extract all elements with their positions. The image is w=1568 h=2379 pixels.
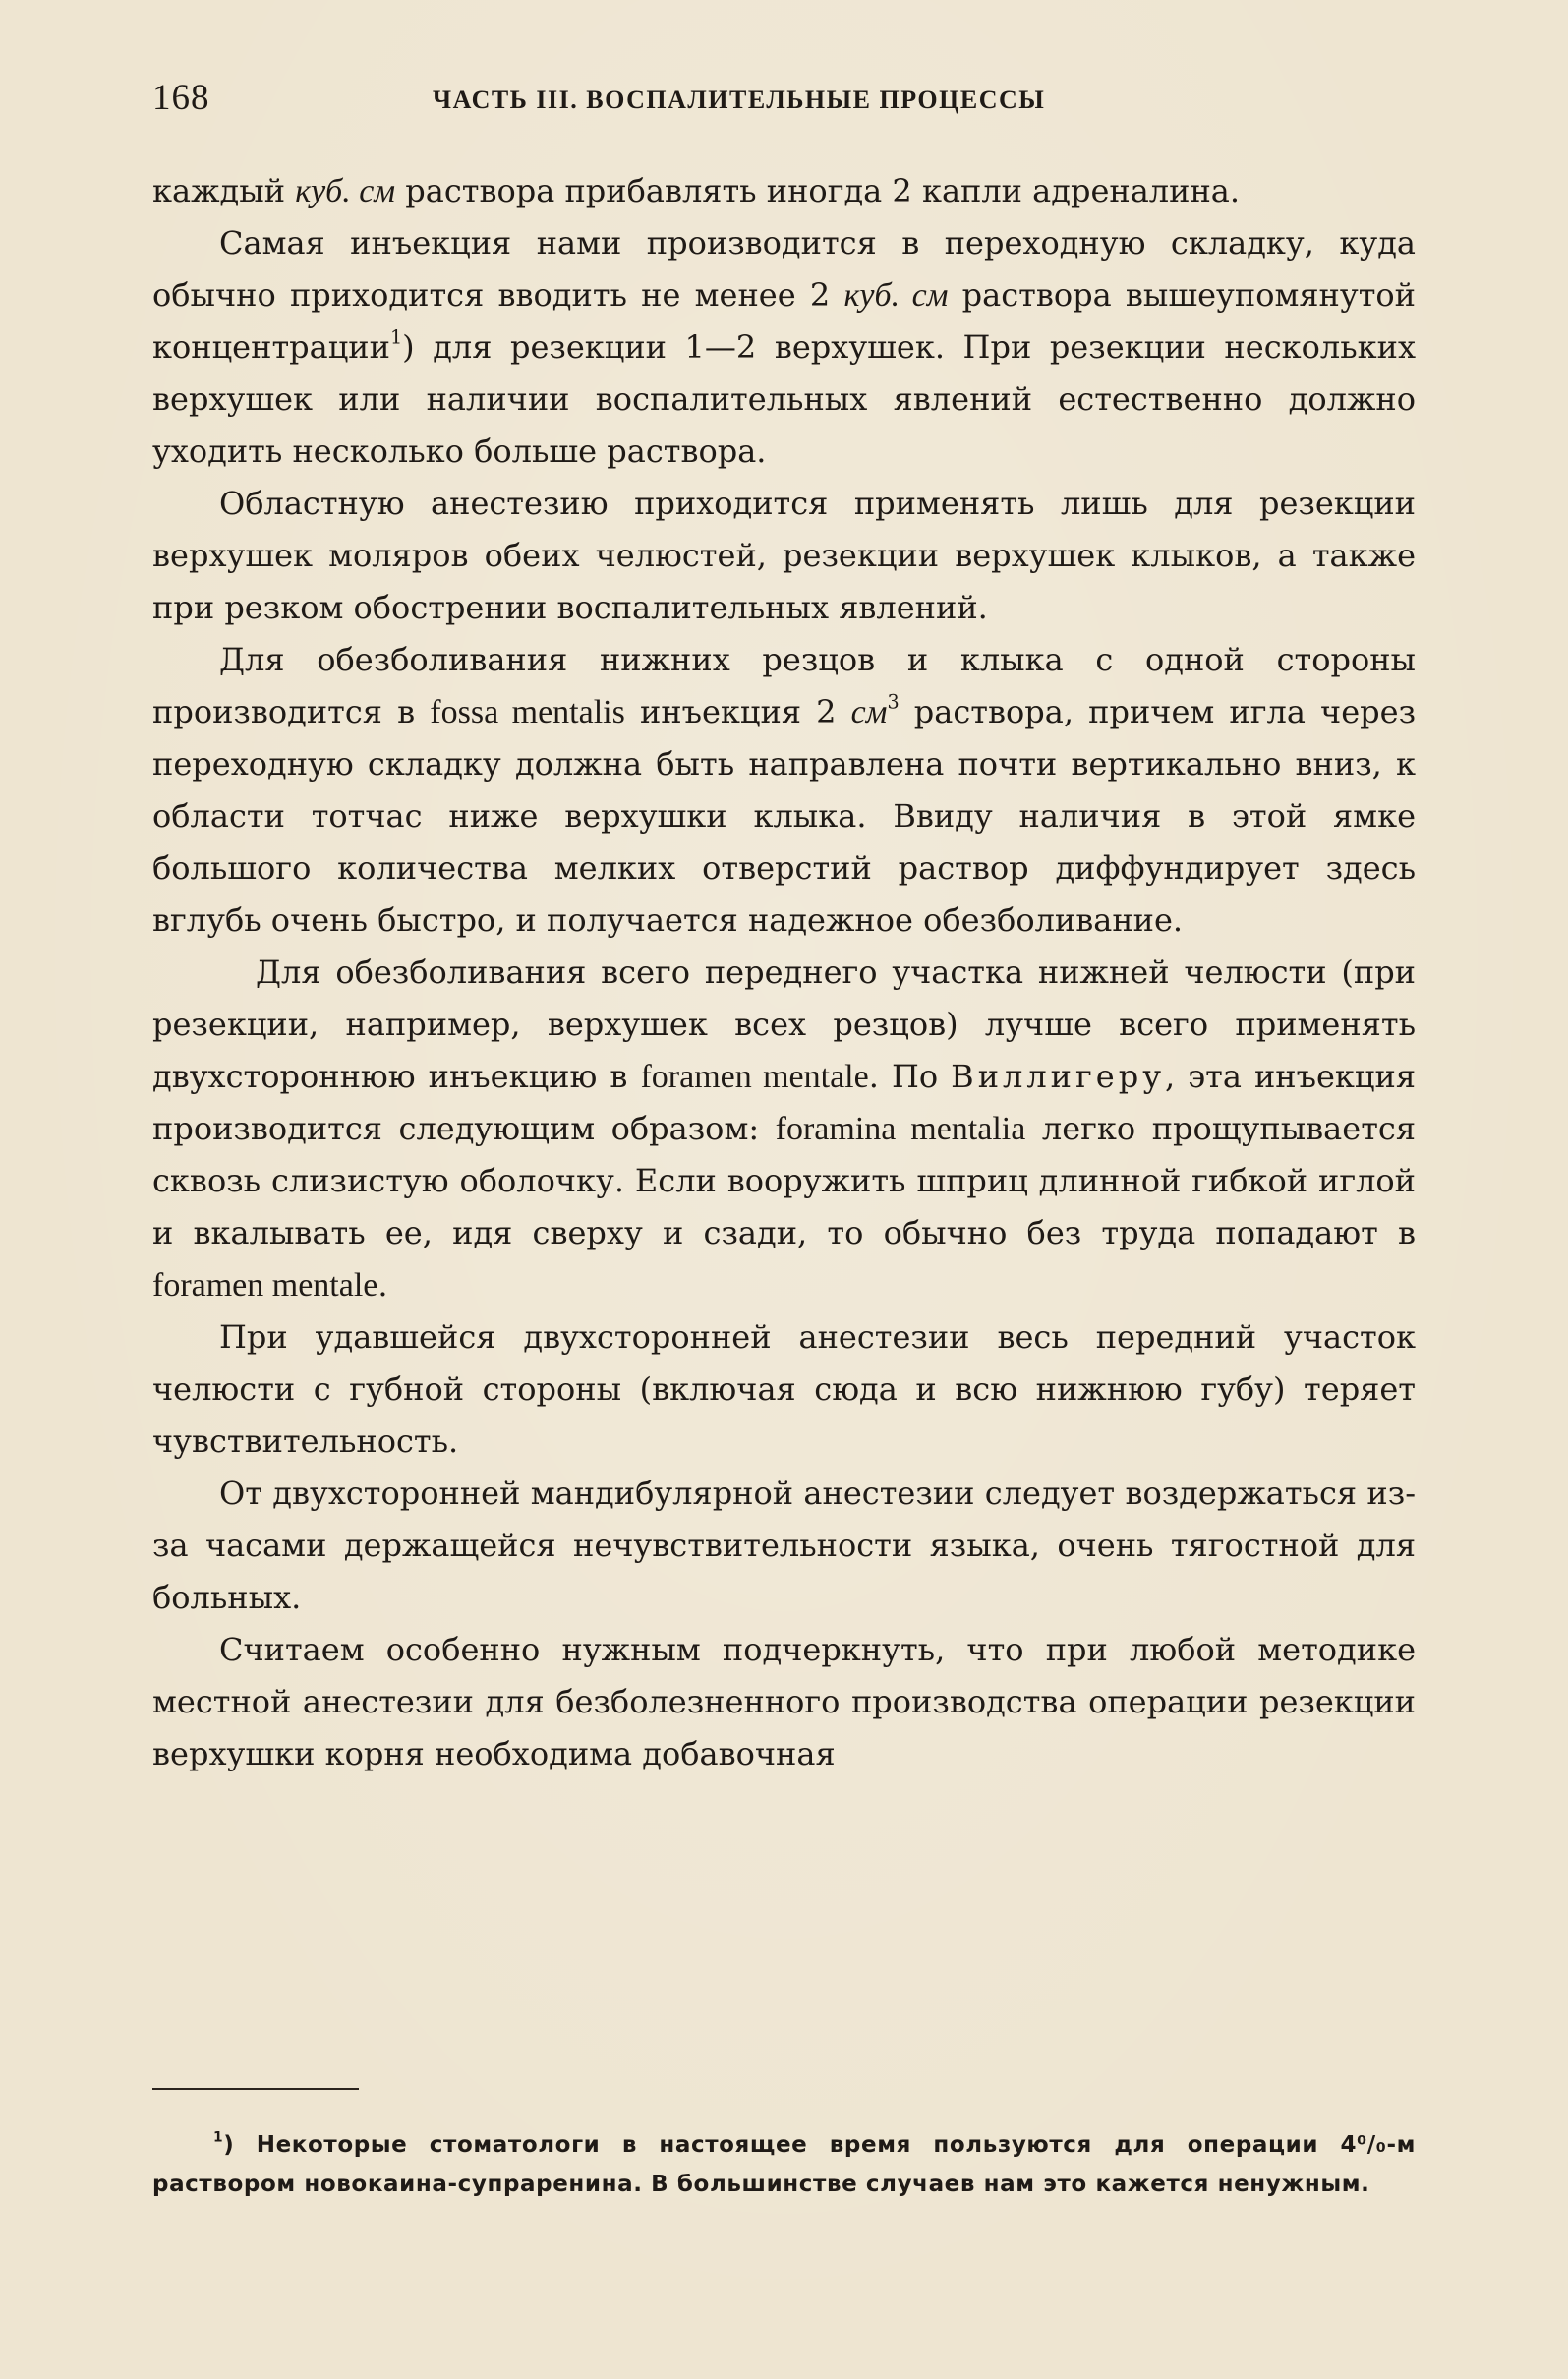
text-run: ) для резекции 1—2 верхушек. При резекции нескольких верхушек или наличии воспалительных явлений естественно должно уходить несколько больше раствора. bbox=[152, 328, 1416, 470]
paragraph-4 bbox=[152, 634, 1416, 947]
text-run: Областную анестезию приходится применять лишь для резекции верхушек моляров обеих челюстей, резекции верхушек клыков, а также при резком обострении воспалительных явлений. bbox=[152, 485, 1416, 626]
main-text bbox=[152, 165, 1416, 1780]
running-head: ЧАСТЬ III. ВОСПАЛИТЕЛЬНЫЕ ПРОЦЕССЫ bbox=[433, 86, 1046, 114]
page-number: 168 bbox=[152, 78, 210, 118]
footnote bbox=[152, 2125, 1416, 2204]
footnote-ref: 1 bbox=[389, 325, 403, 349]
italic-unit: см bbox=[850, 694, 888, 730]
paragraph-1 bbox=[152, 165, 1416, 217]
text-run: раствора вышеупомянутой концентрации bbox=[152, 276, 1416, 366]
latin-term: foramen mentale bbox=[152, 1267, 378, 1304]
paragraph-6 bbox=[152, 1311, 1416, 1468]
paragraph-3 bbox=[152, 478, 1416, 634]
paragraph-7 bbox=[152, 1468, 1416, 1624]
text-run: раствора прибавлять иногда 2 капли адреналина. bbox=[395, 172, 1241, 209]
text-run: легко прощупывается сквозь слизистую оболочку. Если вооружить шприц длинной гибкой иглой и вкалывать ее, идя сверху и сзади, то обычно без труда попадают в bbox=[152, 1110, 1416, 1251]
text-run: Считаем особенно нужным подчеркнуть, что при любой методике местной анестезии для безболезненного производства операции резекции верхушки корня необходима добавочная bbox=[152, 1631, 1416, 1772]
italic-unit: куб. см bbox=[843, 277, 949, 314]
text-run: При удавшейся двухсторонней анестезии весь передний участок челюсти с губной стороны (включая сюда и всю нижнюю губу) теряет чувствительность. bbox=[152, 1318, 1416, 1460]
text-run: раствора, причем игла через переходную складку должна быть направлена почти вертикально вниз, к области тотчас ниже верхушки клыка. Ввиду наличия в этой ямке большого количества мелких отверстий раствор диффундирует здесь вглубь очень быстро, и получается надежное обезболивание. bbox=[152, 693, 1417, 939]
page-header bbox=[152, 77, 1421, 118]
superscript: 3 bbox=[887, 690, 900, 714]
footnote-mark: 1 bbox=[213, 2129, 224, 2146]
text-run: Для обезболивания всего переднего участка нижней челюсти (при резекции, например, верхушек всех резцов) лучше всего применять двухстороннюю инъекцию в bbox=[152, 954, 1416, 1095]
text-run: . По bbox=[868, 1058, 952, 1095]
latin-term: foramen mentale bbox=[640, 1059, 869, 1095]
author-name: Виллигеру bbox=[951, 1058, 1166, 1095]
footnote-paragraph bbox=[152, 2125, 1416, 2204]
text-run: Для обезболивания нижних резцов и клыка с одной стороны производится в bbox=[152, 641, 1416, 730]
text-run: От двухсторонней мандибулярной анестезии следует воздержаться из-за часами держащейся нечувствительности языка, очень тягостной для больных. bbox=[152, 1475, 1416, 1616]
italic-unit: куб. см bbox=[295, 173, 396, 209]
latin-term: fossa mentalis bbox=[430, 694, 625, 730]
text-run: , эта инъекция производится следующим образом: bbox=[152, 1058, 1417, 1147]
paragraph-8 bbox=[152, 1624, 1416, 1780]
footnote-text: ) Некоторые стоматологи в настоящее время пользуются для операции 4⁰/₀-м раствором новокаина-супраренина. В большинстве случаев нам это кажется ненужным. bbox=[152, 2132, 1416, 2197]
text-run: каждый bbox=[152, 172, 296, 209]
text-run: . bbox=[377, 1266, 388, 1304]
paragraph-2 bbox=[152, 217, 1416, 478]
text-run: Самая инъекция нами производится в переходную складку, куда обычно приходится вводить не менее 2 bbox=[152, 224, 1416, 314]
text-run: инъекция 2 bbox=[624, 693, 851, 730]
footnote-divider bbox=[152, 2088, 359, 2090]
paragraph-5 bbox=[152, 947, 1416, 1311]
latin-term: foramina mentalia bbox=[775, 1111, 1026, 1147]
